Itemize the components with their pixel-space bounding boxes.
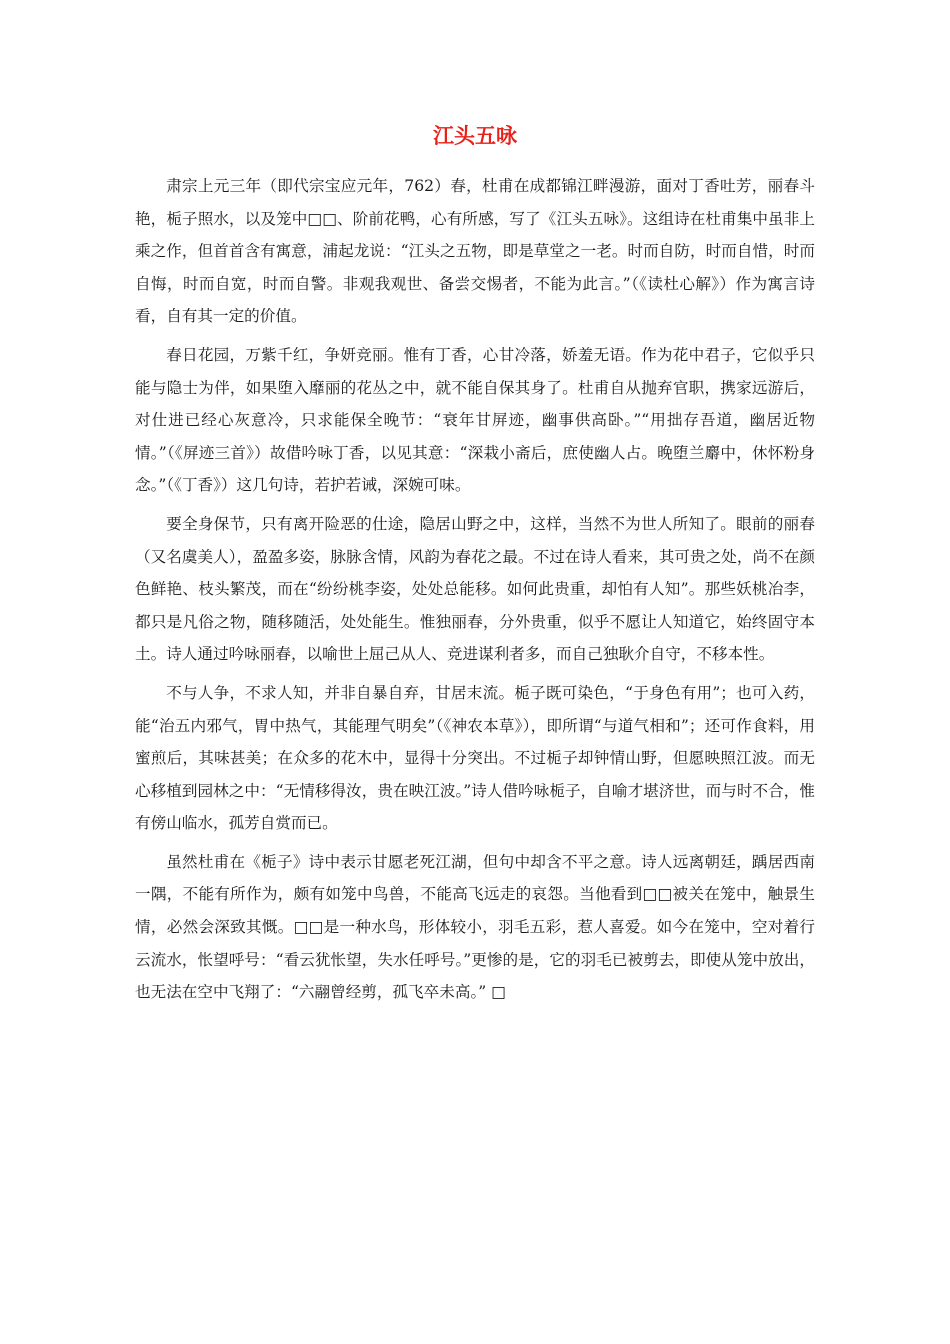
document-title: 江头五咏	[433, 123, 517, 148]
document-body	[135, 170, 815, 1015]
paragraph-4: 不与人争，不求人知，并非自暴自弃，甘居末流。栀子既可染色，“于身色有用”；也可入药，能“治五内邪气，胃中热气，其能理气明矣”（《神农本草》），即所谓“与道气相和”；还可作食料，用蜜煎后，其味甚美；在众多的花木中，显得十分突出。不过栀子却钟情山野，但愿映照江波。而无心移植到园林之中：“无情移得汝，贵在映江波。”诗人借吟咏栀子，自喻才堪济世，而与时不合，惟有傍山临水，孤芳自赏而已。	[135, 683, 815, 833]
paragraph-3: 要全身保节，只有离开险恶的仕途，隐居山野之中，这样，当然不为世人所知了。眼前的丽春（又名虞美人），盈盈多姿，脉脉含情，风韵为春花之最。不过在诗人看来，其可贵之处，尚不在颜色鲜艳、枝头繁茂，而在“纷纷桃李姿，处处总能移。如何此贵重，却怕有人知”。那些妖桃冶李，都只是凡俗之物，随移随活，处处能生。惟独丽春，分外贵重，似乎不愿让人知道它，始终固守本土。诗人通过吟咏丽春，以喻世上屈己从人、竞进谋利者多，而自己独耿介自守，不移本性。	[135, 514, 815, 664]
paragraph-5: 虽然杜甫在《栀子》诗中表示甘愿老死江湖，但句中却含不平之意。诗人远离朝廷，踽居西南一隅，不能有所作为，颇有如笼中鸟兽，不能高飞远走的哀怨。当他看到□□被关在笼中，触景生情，必然会深致其慨。□□是一种水鸟，形体较小，羽毛五彩，惹人喜爱。如今在笼中，空对着行云流水，怅望呼号：“看云犹怅望，失水任呼号。”更惨的是，它的羽毛已被剪去，即使从笼中放出，也无法在空中飞翔了：“六翮曾经剪，孤飞卒未高。” □	[135, 852, 815, 1002]
paragraph-2: 春日花园，万紫千红，争妍竞丽。惟有丁香，心甘冷落，娇羞无语。作为花中君子，它似乎只能与隐士为伴，如果堕入靡丽的花丛之中，就不能自保其身了。杜甫自从抛弃官职，携家远游后，对仕进已经心灰意冷，只求能保全晚节：“衰年甘屏迹，幽事供高卧。”“用拙存吾道，幽居近物情。”（《屏迹三首》）故借吟咏丁香，以见其意：“深栽小斋后，庶使幽人占。晚堕兰麝中，休怀粉身念。”（《丁香》）这几句诗，若护若诫，深婉可味。	[135, 345, 815, 495]
paragraph-1: 肃宗上元三年（即代宗宝应元年，762）春，杜甫在成都锦江畔漫游，面对丁香吐芳，丽春斗艳，栀子照水，以及笼中□□、阶前花鸭，心有所感，写了《江头五咏》。这组诗在杜甫集中虽非上乘之作，但首首含有寓意，浦起龙说：“江头之五物，即是草堂之一老。时而自防，时而自惜，时而自悔，时而自宽，时而自警。非观我观世、备尝交惕者，不能为此言。”（《读杜心解》）作为寓言诗看，自有其一定的价值。	[135, 177, 815, 326]
